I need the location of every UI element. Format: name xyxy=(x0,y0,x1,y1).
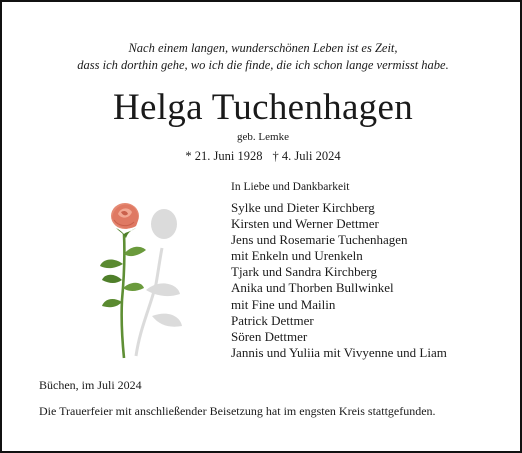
death-date: † 4. Juli 2024 xyxy=(272,149,341,163)
dedication-label: In Liebe und Dankbarkeit xyxy=(231,181,350,193)
mourner-entry: Sylke und Dieter Kirchberg xyxy=(231,200,375,215)
mourner-entry: Jannis und Yuliia mit Vivyenne und Liam xyxy=(231,344,447,360)
rose-leaf xyxy=(123,283,144,291)
birth-name: geb. Lemke xyxy=(237,131,289,143)
rose-leaf xyxy=(102,275,122,283)
mourner-entry: Kirsten und Werner Dettmer xyxy=(231,216,379,232)
birth-date: * 21. Juni 1928 xyxy=(185,149,263,163)
rose-leaf xyxy=(102,299,122,307)
mourner-entry: Sören Dettmer xyxy=(231,328,308,344)
life-dates xyxy=(2,148,522,164)
poem-line-1: Nach einem langen, wunderschönen Leben ist es Zeit, xyxy=(128,41,398,55)
funeral-note: Die Trauerfeier mit anschließender Beisetzung hat im engsten Kreis stattgefunden. xyxy=(39,404,436,418)
rose-illustration xyxy=(80,198,192,363)
rose-stem xyxy=(122,234,125,358)
place-and-date: Büchen, im Juli 2024 xyxy=(39,378,142,392)
rose-leaf xyxy=(124,247,146,256)
mourner-entry: Tjark und Sandra Kirchberg xyxy=(231,264,377,280)
mourner-entry: mit Fine und Mailin xyxy=(231,296,336,312)
rose-shadow xyxy=(136,209,182,356)
rose-leaf xyxy=(100,260,123,269)
mourner-entry: Patrick Dettmer xyxy=(231,312,314,328)
memorial-poem xyxy=(2,40,522,74)
mourner-entry: mit Enkeln und Urenkeln xyxy=(231,248,363,264)
mourner-entry: Jens und Rosemarie Tuchenhagen xyxy=(231,232,408,248)
deceased-name: Helga Tuchenhagen xyxy=(112,87,414,128)
rose-bloom xyxy=(111,203,139,229)
poem-line-2: dass ich dorthin gehe, wo ich die finde, die ich schon lange vermisst habe. xyxy=(77,58,449,72)
mourner-entry: Anika und Thorben Bullwinkel xyxy=(231,280,394,296)
mourners-list xyxy=(231,200,447,361)
